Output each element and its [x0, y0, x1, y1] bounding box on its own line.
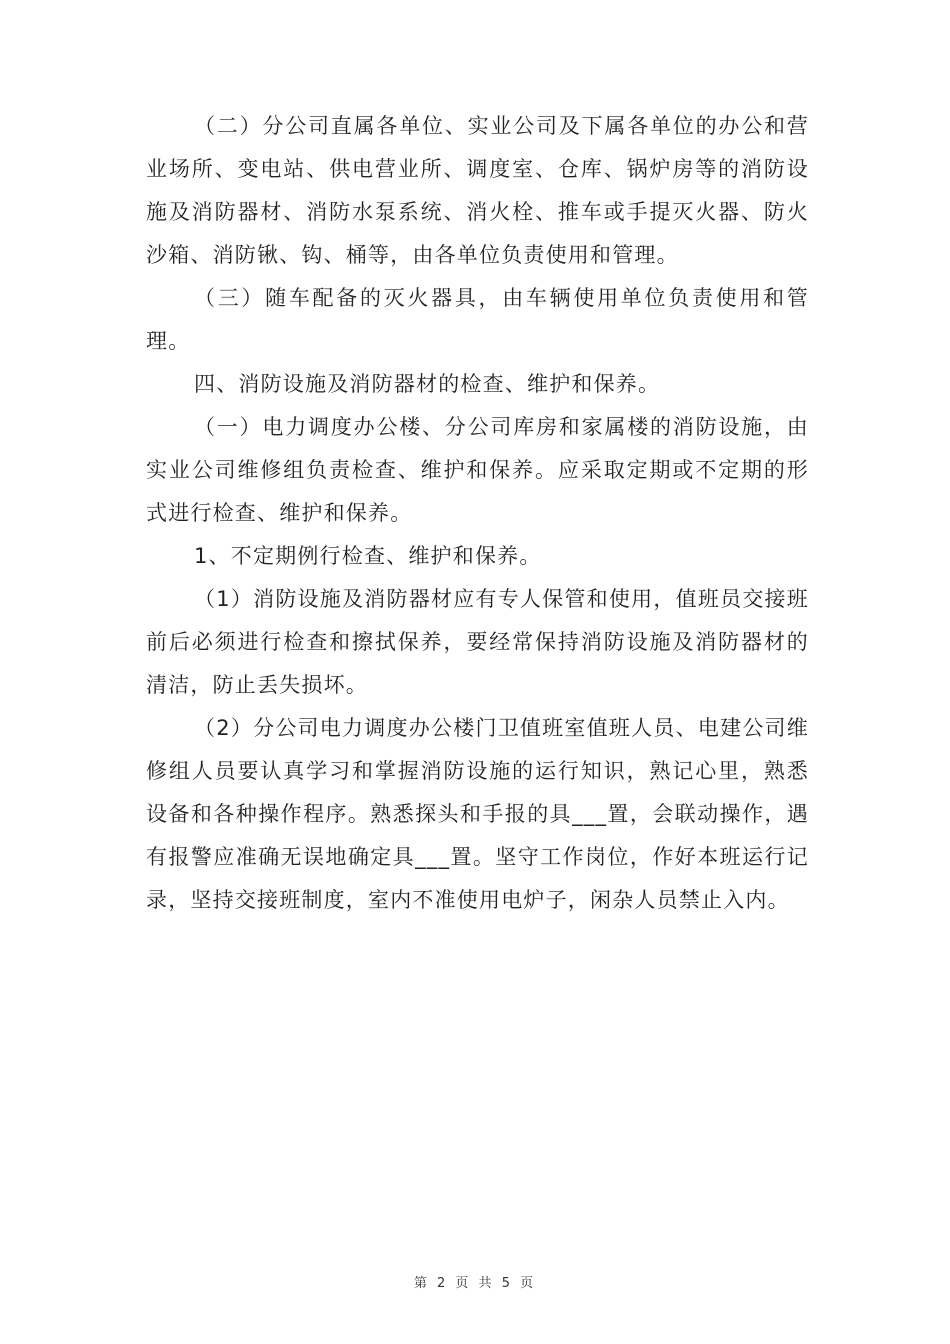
paragraph-vehicle-extinguishers: （三）随车配备的灭火器具，由车辆使用单位负责使用和管理。 [146, 286, 809, 353]
paragraph-duty-room-staff: （2）分公司电力调度办公楼门卫值班室值班人员、电建公司维修组人员要认真学习和掌握消防设施的运行知识，熟记心里，熟悉设备和各种操作程序。熟悉探头和手报的具___置，会联动操作，遇有报警应准确无误地确定具___置。坚守工作岗位，作好本班运行记录，坚持交接班制度，室内不准使用电炉子，闲杂人员禁止入内。 [146, 716, 809, 912]
paragraph-dispatch-building: （一）电力调度办公楼、分公司库房和家属楼的消防设施，由实业公司维修组负责检查、维护和保养。应采取定期或不定期的形式进行检查、维护和保养。 [146, 415, 809, 525]
document-body [146, 105, 809, 922]
paragraph-custodian-duty: （1）消防设施及消防器材应有专人保管和使用，值班员交接班前后必须进行检查和擦拭保养，要经常保持消防设施及消防器材的清洁，防止丢失损坏。 [146, 587, 809, 697]
paragraph-fire-equipment-units: （二）分公司直属各单位、实业公司及下属各单位的办公和营业场所、变电站、供电营业所、调度室、仓库、锅炉房等的消防设施及消防器材、消防水泵系统、消火栓、推车或手提灭火器、防火沙箱、消防锹、钩、桶等，由各单位负责使用和管理。 [146, 114, 809, 267]
page-number-footer: 第 2 页 共 5 页 [413, 1276, 537, 1291]
section-heading-inspection: 四、消防设施及消防器材的检查、维护和保养。 [194, 372, 661, 396]
subheading-irregular-inspection: 1、不定期例行检查、维护和保养。 [194, 544, 542, 568]
